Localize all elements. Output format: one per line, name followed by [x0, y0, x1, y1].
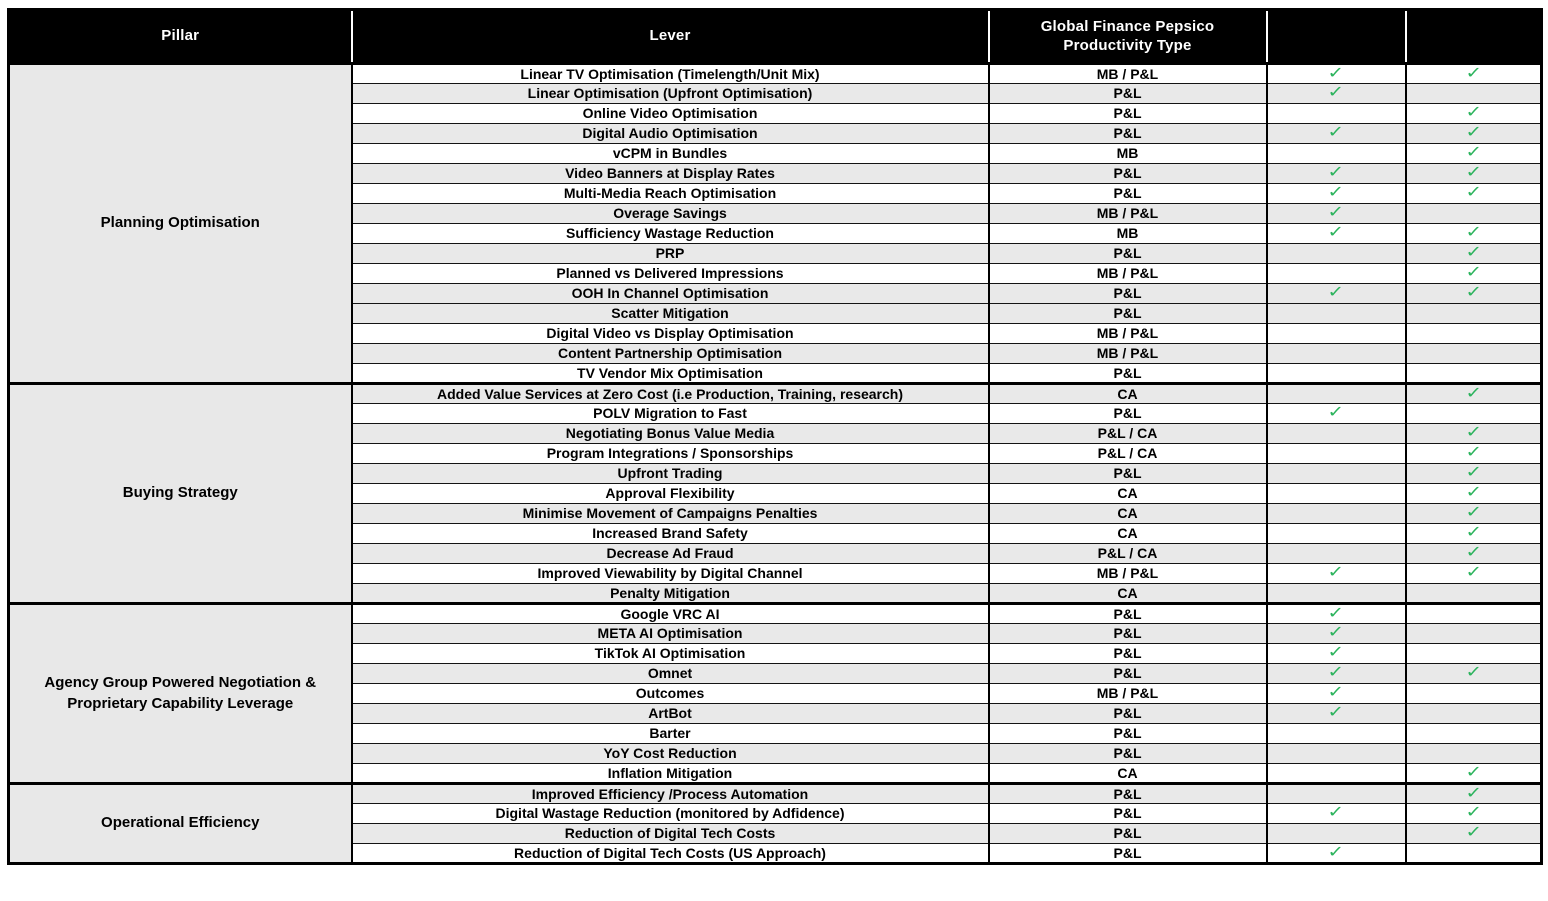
- check-cell: [1267, 224, 1406, 244]
- lever-cell: Multi-Media Reach Optimisation: [352, 184, 989, 204]
- check-cell: [1406, 104, 1542, 124]
- checkmark-icon: ✓: [1327, 644, 1345, 662]
- check-cell: [1406, 784, 1542, 804]
- lever-cell: Minimise Movement of Campaigns Penalties: [352, 504, 989, 524]
- productivity-type-cell: P&L: [989, 244, 1267, 264]
- lever-cell: YoY Cost Reduction: [352, 744, 989, 764]
- checkmark-icon: ✓: [1464, 824, 1482, 842]
- checkmark-icon: ✓: [1464, 64, 1482, 82]
- checkmark-icon: ✓: [1464, 284, 1482, 302]
- check-cell: [1267, 164, 1406, 184]
- productivity-type-cell: P&L / CA: [989, 544, 1267, 564]
- productivity-type-cell: P&L: [989, 724, 1267, 744]
- productivity-type-cell: CA: [989, 524, 1267, 544]
- checkmark-icon: ✓: [1327, 684, 1345, 702]
- empty-check-cell: [1267, 144, 1406, 164]
- lever-cell: Barter: [352, 724, 989, 744]
- lever-cell: Program Integrations / Sponsorships: [352, 444, 989, 464]
- empty-check-cell: [1406, 204, 1542, 224]
- check-cell: [1406, 664, 1542, 684]
- checkmark-icon: ✓: [1327, 224, 1345, 242]
- checkmark-icon: ✓: [1327, 624, 1345, 642]
- productivity-type-cell: MB / P&L: [989, 564, 1267, 584]
- empty-check-cell: [1406, 844, 1542, 864]
- empty-check-cell: [1267, 584, 1406, 604]
- pillar-cell: Agency Group Powered Negotiation & Proprietary Capability Leverage: [9, 604, 352, 784]
- pillar-cell: Operational Efficiency: [9, 784, 352, 864]
- empty-check-cell: [1406, 364, 1542, 384]
- empty-check-cell: [1406, 724, 1542, 744]
- lever-cell: Digital Wastage Reduction (monitored by Adfidence): [352, 804, 989, 824]
- checkmark-icon: ✓: [1327, 184, 1345, 202]
- productivity-type-cell: CA: [989, 764, 1267, 784]
- empty-check-cell: [1267, 724, 1406, 744]
- empty-check-cell: [1406, 304, 1542, 324]
- productivity-type-cell: P&L: [989, 304, 1267, 324]
- checkmark-icon: ✓: [1464, 504, 1482, 522]
- checkmark-icon: ✓: [1327, 604, 1345, 622]
- table-row: [9, 604, 1542, 624]
- empty-check-cell: [1267, 424, 1406, 444]
- productivity-type-cell: P&L: [989, 164, 1267, 184]
- check-cell: [1406, 524, 1542, 544]
- checkmark-icon: ✓: [1327, 843, 1345, 861]
- productivity-type-cell: P&L: [989, 464, 1267, 484]
- productivity-type-cell: P&L: [989, 744, 1267, 764]
- productivity-type-cell: P&L: [989, 84, 1267, 104]
- header-pillar: Pillar: [9, 10, 352, 64]
- productivity-type-cell: P&L: [989, 804, 1267, 824]
- checkmark-icon: ✓: [1464, 124, 1482, 142]
- check-cell: [1406, 464, 1542, 484]
- checkmark-icon: ✓: [1464, 104, 1482, 122]
- header-row: [9, 10, 1542, 64]
- check-cell: [1267, 604, 1406, 624]
- check-cell: [1267, 624, 1406, 644]
- empty-check-cell: [1267, 784, 1406, 804]
- pillar-cell: Buying Strategy: [9, 384, 352, 604]
- empty-check-cell: [1267, 464, 1406, 484]
- empty-check-cell: [1267, 504, 1406, 524]
- productivity-type-cell: P&L: [989, 364, 1267, 384]
- productivity-type-cell: MB / P&L: [989, 324, 1267, 344]
- lever-cell: OOH In Channel Optimisation: [352, 284, 989, 304]
- check-cell: [1406, 244, 1542, 264]
- empty-check-cell: [1406, 744, 1542, 764]
- check-cell: [1267, 84, 1406, 104]
- check-cell: [1267, 64, 1406, 84]
- empty-check-cell: [1406, 604, 1542, 624]
- lever-cell: Decrease Ad Fraud: [352, 544, 989, 564]
- productivity-type-cell: CA: [989, 504, 1267, 524]
- check-cell: [1406, 164, 1542, 184]
- checkmark-icon: ✓: [1464, 144, 1482, 162]
- empty-check-cell: [1267, 544, 1406, 564]
- check-cell: [1406, 764, 1542, 784]
- table-row: [9, 384, 1542, 404]
- lever-cell: Planned vs Delivered Impressions: [352, 264, 989, 284]
- lever-cell: Improved Efficiency /Process Automation: [352, 784, 989, 804]
- productivity-type-cell: P&L: [989, 844, 1267, 864]
- check-cell: [1406, 444, 1542, 464]
- lever-cell: Reduction of Digital Tech Costs: [352, 824, 989, 844]
- lever-cell: Online Video Optimisation: [352, 104, 989, 124]
- empty-check-cell: [1406, 584, 1542, 604]
- lever-cell: Digital Audio Optimisation: [352, 124, 989, 144]
- lever-cell: TikTok AI Optimisation: [352, 644, 989, 664]
- checkmark-icon: ✓: [1464, 484, 1482, 502]
- lever-cell: vCPM in Bundles: [352, 144, 989, 164]
- lever-cell: Content Partnership Optimisation: [352, 344, 989, 364]
- empty-check-cell: [1406, 324, 1542, 344]
- check-cell: [1406, 804, 1542, 824]
- empty-check-cell: [1406, 684, 1542, 704]
- lever-cell: Omnet: [352, 664, 989, 684]
- lever-cell: Improved Viewability by Digital Channel: [352, 564, 989, 584]
- lever-cell: Inflation Mitigation: [352, 764, 989, 784]
- check-cell: [1406, 284, 1542, 304]
- lever-cell: Approval Flexibility: [352, 484, 989, 504]
- check-cell: [1267, 124, 1406, 144]
- checkmark-icon: ✓: [1327, 284, 1345, 302]
- productivity-type-cell: MB / P&L: [989, 344, 1267, 364]
- checkmark-icon: ✓: [1327, 84, 1345, 102]
- empty-check-cell: [1406, 704, 1542, 724]
- empty-check-cell: [1267, 384, 1406, 404]
- checkmark-icon: ✓: [1464, 464, 1482, 482]
- empty-check-cell: [1267, 344, 1406, 364]
- check-cell: [1406, 64, 1542, 84]
- empty-check-cell: [1267, 764, 1406, 784]
- header-productivity-type: Global Finance Pepsico Productivity Type: [989, 10, 1267, 64]
- productivity-type-cell: P&L: [989, 404, 1267, 424]
- lever-cell: Sufficiency Wastage Reduction: [352, 224, 989, 244]
- lever-cell: Digital Video vs Display Optimisation: [352, 324, 989, 344]
- productivity-type-cell: CA: [989, 584, 1267, 604]
- productivity-type-cell: MB / P&L: [989, 64, 1267, 84]
- checkmark-icon: ✓: [1464, 184, 1482, 202]
- checkmark-icon: ✓: [1327, 204, 1345, 222]
- lever-cell: Linear TV Optimisation (Timelength/Unit Mix): [352, 64, 989, 84]
- check-cell: [1267, 204, 1406, 224]
- checkmark-icon: ✓: [1327, 404, 1345, 422]
- empty-check-cell: [1406, 404, 1542, 424]
- check-cell: [1267, 644, 1406, 664]
- table-row: [9, 64, 1542, 84]
- checkmark-icon: ✓: [1327, 64, 1345, 82]
- lever-cell: Penalty Mitigation: [352, 584, 989, 604]
- checkmark-icon: ✓: [1464, 424, 1482, 442]
- empty-check-cell: [1406, 84, 1542, 104]
- check-cell: [1406, 424, 1542, 444]
- pillar-cell: Planning Optimisation: [9, 64, 352, 384]
- header-check-col-2: [1406, 10, 1542, 64]
- productivity-type-cell: MB: [989, 144, 1267, 164]
- lever-cell: Scatter Mitigation: [352, 304, 989, 324]
- table-header: [9, 10, 1542, 64]
- check-cell: [1267, 664, 1406, 684]
- checkmark-icon: ✓: [1464, 224, 1482, 242]
- check-cell: [1267, 844, 1406, 864]
- checkmark-icon: ✓: [1464, 244, 1482, 262]
- lever-cell: Overage Savings: [352, 204, 989, 224]
- checkmark-icon: ✓: [1327, 804, 1345, 822]
- productivity-type-cell: CA: [989, 484, 1267, 504]
- checkmark-icon: ✓: [1327, 124, 1345, 142]
- empty-check-cell: [1267, 524, 1406, 544]
- check-cell: [1406, 384, 1542, 404]
- checkmark-icon: ✓: [1327, 564, 1345, 582]
- header-check-col-1: [1267, 10, 1406, 64]
- empty-check-cell: [1406, 344, 1542, 364]
- empty-check-cell: [1267, 304, 1406, 324]
- check-cell: [1267, 704, 1406, 724]
- check-cell: [1406, 544, 1542, 564]
- empty-check-cell: [1267, 324, 1406, 344]
- productivity-matrix-table: [7, 8, 1543, 865]
- header-lever: Lever: [352, 10, 989, 64]
- check-cell: [1267, 284, 1406, 304]
- check-cell: [1406, 124, 1542, 144]
- check-cell: [1267, 404, 1406, 424]
- empty-check-cell: [1267, 364, 1406, 384]
- table-row: [9, 784, 1542, 804]
- checkmark-icon: ✓: [1327, 704, 1345, 722]
- checkmark-icon: ✓: [1464, 384, 1482, 402]
- empty-check-cell: [1267, 244, 1406, 264]
- checkmark-icon: ✓: [1464, 164, 1482, 182]
- productivity-type-cell: P&L: [989, 104, 1267, 124]
- empty-check-cell: [1267, 824, 1406, 844]
- check-cell: [1406, 824, 1542, 844]
- checkmark-icon: ✓: [1464, 784, 1482, 802]
- productivity-type-cell: P&L: [989, 704, 1267, 724]
- check-cell: [1267, 564, 1406, 584]
- productivity-type-cell: MB / P&L: [989, 204, 1267, 224]
- productivity-type-cell: MB: [989, 224, 1267, 244]
- checkmark-icon: ✓: [1464, 264, 1482, 282]
- checkmark-icon: ✓: [1464, 544, 1482, 562]
- checkmark-icon: ✓: [1327, 164, 1345, 182]
- check-cell: [1406, 564, 1542, 584]
- checkmark-icon: ✓: [1464, 804, 1482, 822]
- check-cell: [1267, 684, 1406, 704]
- lever-cell: Negotiating Bonus Value Media: [352, 424, 989, 444]
- check-cell: [1406, 504, 1542, 524]
- empty-check-cell: [1267, 264, 1406, 284]
- productivity-type-cell: P&L: [989, 824, 1267, 844]
- empty-check-cell: [1267, 104, 1406, 124]
- productivity-type-cell: P&L: [989, 664, 1267, 684]
- checkmark-icon: ✓: [1464, 763, 1482, 781]
- checkmark-icon: ✓: [1464, 524, 1482, 542]
- lever-cell: POLV Migration to Fast: [352, 404, 989, 424]
- empty-check-cell: [1406, 624, 1542, 644]
- lever-cell: Added Value Services at Zero Cost (i.e Production, Training, research): [352, 384, 989, 404]
- productivity-type-cell: MB / P&L: [989, 684, 1267, 704]
- productivity-type-cell: P&L: [989, 284, 1267, 304]
- lever-cell: TV Vendor Mix Optimisation: [352, 364, 989, 384]
- check-cell: [1406, 264, 1542, 284]
- empty-check-cell: [1267, 484, 1406, 504]
- productivity-type-cell: P&L: [989, 784, 1267, 804]
- productivity-type-cell: P&L / CA: [989, 424, 1267, 444]
- productivity-type-cell: P&L: [989, 644, 1267, 664]
- lever-cell: Upfront Trading: [352, 464, 989, 484]
- productivity-type-cell: P&L: [989, 124, 1267, 144]
- productivity-type-cell: MB / P&L: [989, 264, 1267, 284]
- lever-cell: PRP: [352, 244, 989, 264]
- check-cell: [1267, 184, 1406, 204]
- productivity-type-cell: P&L: [989, 184, 1267, 204]
- lever-cell: Outcomes: [352, 684, 989, 704]
- lever-cell: Linear Optimisation (Upfront Optimisation): [352, 84, 989, 104]
- lever-cell: Video Banners at Display Rates: [352, 164, 989, 184]
- table-body: [9, 64, 1542, 864]
- productivity-type-cell: P&L: [989, 624, 1267, 644]
- lever-cell: Increased Brand Safety: [352, 524, 989, 544]
- checkmark-icon: ✓: [1464, 444, 1482, 462]
- productivity-type-cell: P&L / CA: [989, 444, 1267, 464]
- lever-cell: ArtBot: [352, 704, 989, 724]
- checkmark-icon: ✓: [1464, 664, 1482, 682]
- check-cell: [1406, 224, 1542, 244]
- check-cell: [1406, 484, 1542, 504]
- lever-cell: Google VRC AI: [352, 604, 989, 624]
- empty-check-cell: [1267, 444, 1406, 464]
- empty-check-cell: [1406, 644, 1542, 664]
- empty-check-cell: [1267, 744, 1406, 764]
- check-cell: [1406, 184, 1542, 204]
- productivity-type-cell: P&L: [989, 604, 1267, 624]
- productivity-type-cell: CA: [989, 384, 1267, 404]
- lever-cell: Reduction of Digital Tech Costs (US Approach): [352, 844, 989, 864]
- lever-cell: META AI Optimisation: [352, 624, 989, 644]
- check-cell: [1406, 144, 1542, 164]
- check-cell: [1267, 804, 1406, 824]
- checkmark-icon: ✓: [1327, 664, 1345, 682]
- checkmark-icon: ✓: [1464, 564, 1482, 582]
